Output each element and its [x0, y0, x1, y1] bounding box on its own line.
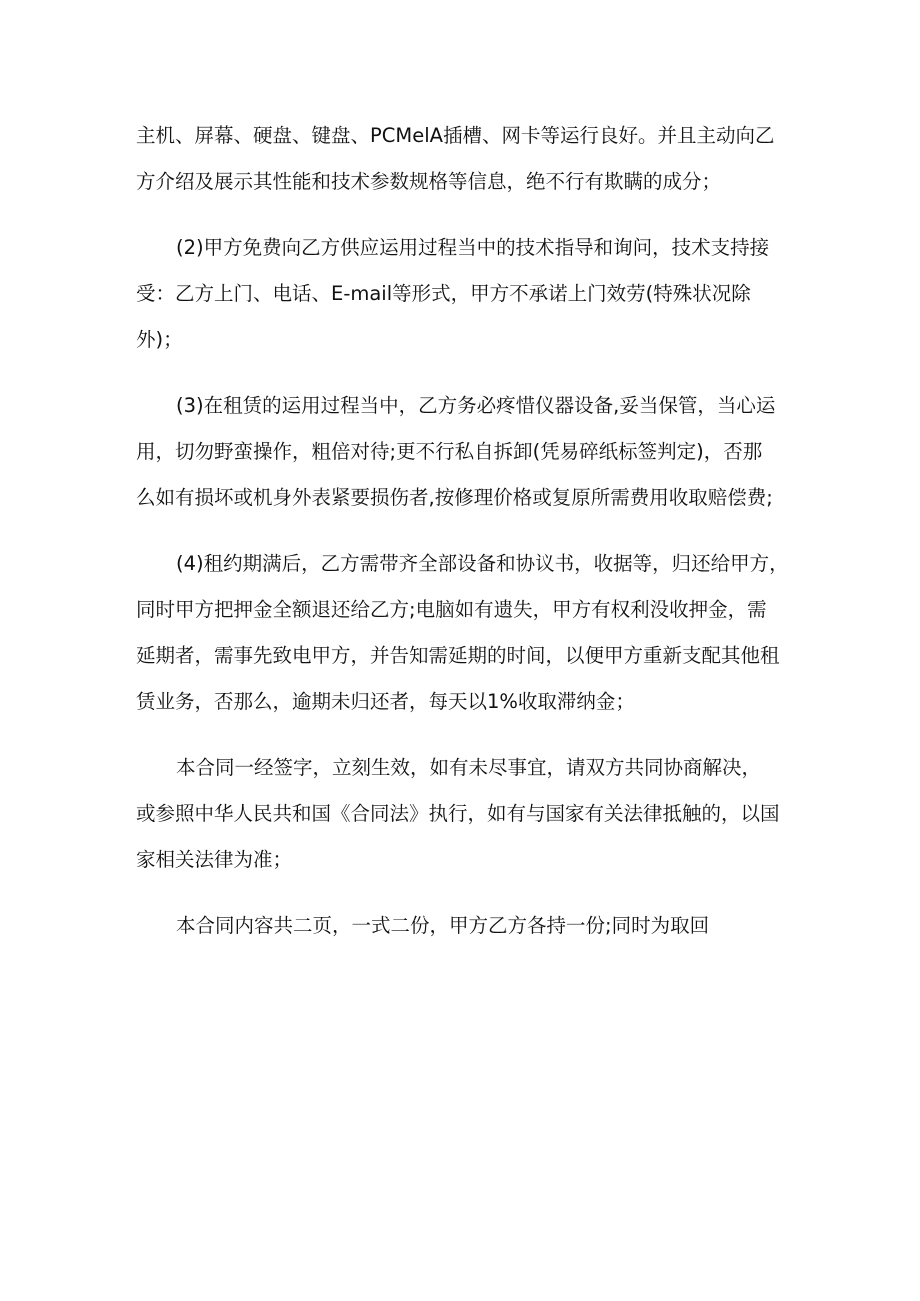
effect-clause-line: 或参照中华人民共和国《合同法》执行，如有与国家有关法律抵触的，以国	[136, 802, 780, 825]
clause-3-line: 用，切勿野蛮操作，粗倍对待;更不行私自拆卸(凭易碎纸标签判定)，否那	[136, 440, 763, 463]
clause-4-line: 赁业务，否那么，逾期未归还者，每天以1%收取滞纳金；	[136, 690, 635, 713]
copies-clause-line: 本合同内容共二页，一式二份，甲方乙方各持一份;同时为取回	[176, 914, 710, 937]
clause-2-line: 外)；	[136, 328, 183, 351]
clause-3-line: (3)在租赁的运用过程当中，乙方务必疼惜仪器设备,妥当保管，当心运	[176, 394, 776, 417]
clause-2-line: (2)甲方免费向乙方供应运用过程当中的技术指导和询问，技术支持接	[176, 236, 770, 259]
effect-clause-line: 本合同一经签字，立刻生效，如有未尽事宜，请双方共同协商解决，	[176, 756, 762, 779]
clause-4-line: 延期者，需事先致电甲方，并告知需延期的时间，以便甲方重新支配其他租	[136, 644, 780, 667]
body-line: 方介绍及展示其性能和技术参数规格等信息，绝不行有欺瞒的成分；	[136, 170, 722, 193]
body-line: 主机、屏幕、硬盘、键盘、PCMelA插槽、网卡等运行良好。并且主动向乙	[136, 124, 775, 147]
clause-4-line: (4)租约期满后，乙方需带齐全部设备和协议书，收据等，归还给甲方，	[176, 552, 789, 575]
clause-2-line: 受：乙方上门、电话、E-mail等形式，甲方不承诺上门效劳(特殊状况除	[136, 282, 751, 305]
clause-4-line: 同时甲方把押金全额退还给乙方;电脑如有遗失，甲方有权利没收押金，需	[136, 598, 767, 621]
contract-body	[136, 113, 796, 949]
clause-3-line: 么如有损坏或机身外表紧要损伤者,按修理价格或复原所需费用收取赔偿费;	[136, 486, 773, 509]
effect-clause-line: 家相关法律为准；	[136, 848, 293, 871]
